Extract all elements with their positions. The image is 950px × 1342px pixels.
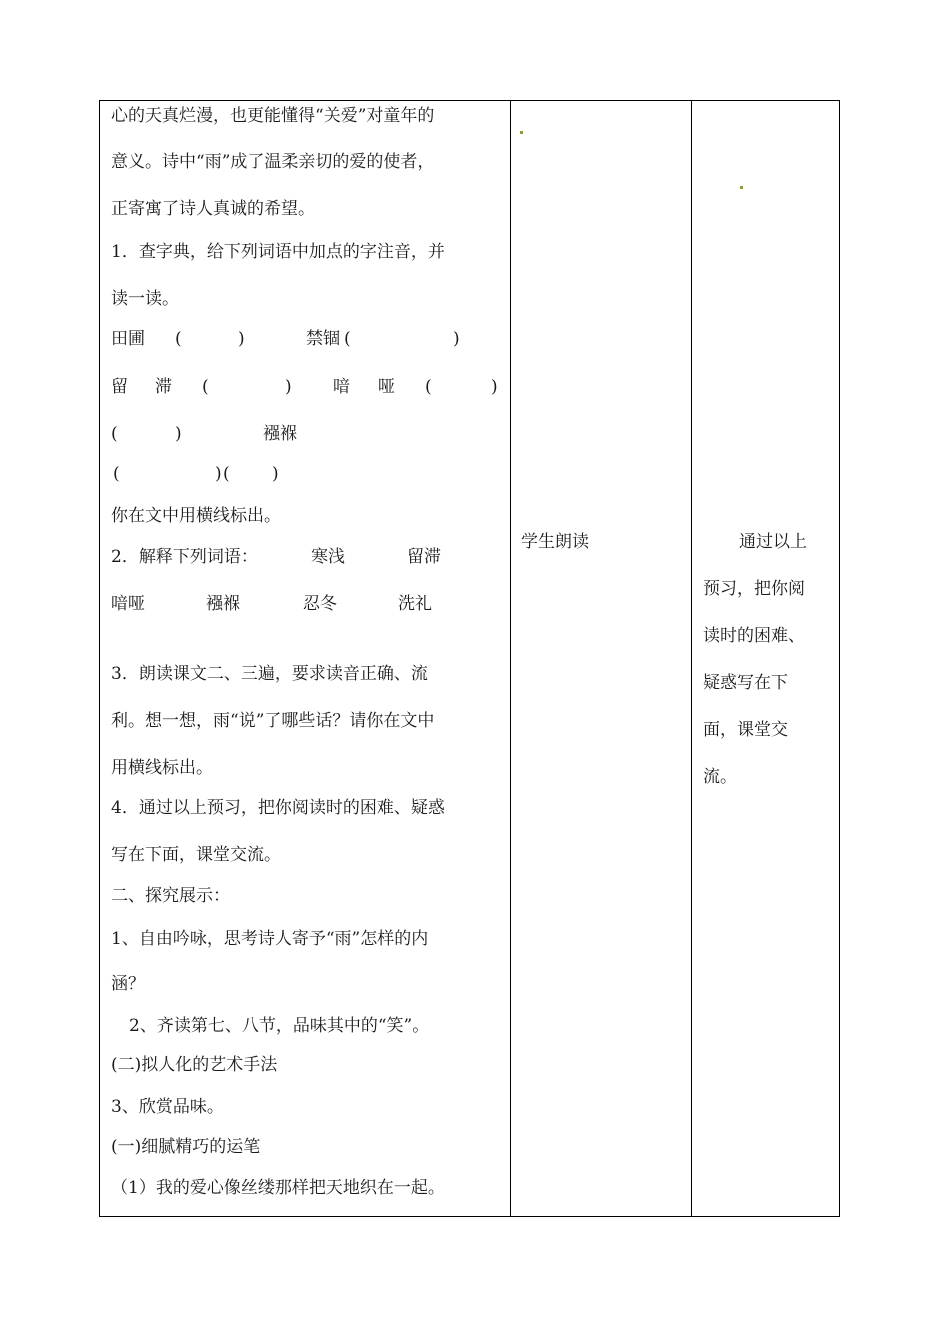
text-line: 涵？ [111, 974, 145, 994]
question-4: 4．通过以上预习，把你阅读时的困难、疑惑 [111, 798, 445, 818]
paren: ) [238, 329, 245, 349]
note-line: 疑惑写在下 [703, 673, 788, 693]
question-1: 1．查字典，给下列词语中加点的字注音，并 [111, 242, 445, 262]
inquiry-3: 3、欣赏品味。 [111, 1097, 224, 1117]
note-line: 流。 [703, 767, 737, 787]
paren: ( [223, 464, 230, 484]
vocab-word: 寒浅 [311, 547, 345, 567]
column-divider [510, 101, 511, 1216]
paren: ) [453, 329, 460, 349]
section-heading: 二、探究展示： [111, 886, 230, 906]
paren: ) [272, 464, 279, 484]
question-2: 2．解释下列词语： [111, 547, 258, 567]
vocab-word: 襁褓 [206, 594, 240, 614]
word-char: 哑 [378, 377, 395, 397]
word-qiangbao: 襁褓 [263, 424, 297, 444]
text-line: 利。想一想，雨“说”了哪些话？请你在文中 [111, 711, 435, 731]
text-line: 你在文中用横线标出。 [111, 506, 281, 526]
student-activity: 学生朗读 [521, 532, 589, 552]
paren: ) [491, 377, 498, 397]
scan-mark [520, 131, 523, 134]
text-line: 用横线标出。 [111, 758, 213, 778]
word-jingu: 禁锢 [306, 329, 340, 349]
subheading: (二)拟人化的艺术手法 [111, 1055, 278, 1075]
note-line: 通过以上 [739, 532, 807, 552]
paren: ) [215, 464, 222, 484]
paren: ) [285, 377, 292, 397]
paren: ( [175, 329, 182, 349]
column-divider [691, 101, 692, 1216]
vocab-word: 留滞 [407, 547, 441, 567]
note-line: 预习，把你阅 [703, 579, 805, 599]
paren: ( [113, 464, 120, 484]
text-line: 心的天真烂漫，也更能懂得“关爱”对童年的 [111, 106, 435, 126]
word-tianpu: 田圃 [111, 329, 145, 349]
paren: ( [202, 377, 209, 397]
text-line: 读一读。 [111, 289, 179, 309]
paren: ( [425, 377, 432, 397]
subheading: (一)细腻精巧的运笔 [111, 1137, 261, 1157]
paren: ) [175, 424, 182, 444]
paren: ( [344, 329, 351, 349]
paren: ( [111, 424, 118, 444]
text-line: 意义。诗中“雨”成了温柔亲切的爱的使者， [111, 152, 435, 172]
inquiry-1: 1、自由吟咏，思考诗人寄予“雨”怎样的内 [111, 929, 429, 949]
lesson-plan-table [99, 100, 840, 1217]
scan-mark [740, 186, 743, 189]
note-line: 读时的困难、 [703, 626, 805, 646]
note-line: 面，课堂交 [703, 720, 788, 740]
vocab-word: 喑哑 [111, 594, 145, 614]
example-sentence: （1）我的爱心像丝缕那样把天地织在一起。 [111, 1178, 445, 1198]
vocab-word: 洗礼 [398, 594, 432, 614]
text-line: 写在下面，课堂交流。 [111, 845, 281, 865]
vocab-word: 忍冬 [303, 594, 337, 614]
word-char: 喑 [333, 377, 350, 397]
word-char: 滞 [155, 377, 172, 397]
word-char: 留 [111, 377, 128, 397]
inquiry-2: 2、齐读第七、八节，品味其中的“笑”。 [129, 1016, 430, 1036]
question-3: 3．朗读课文二、三遍，要求读音正确、流 [111, 664, 428, 684]
text-line: 正寄寓了诗人真诚的希望。 [111, 199, 315, 219]
